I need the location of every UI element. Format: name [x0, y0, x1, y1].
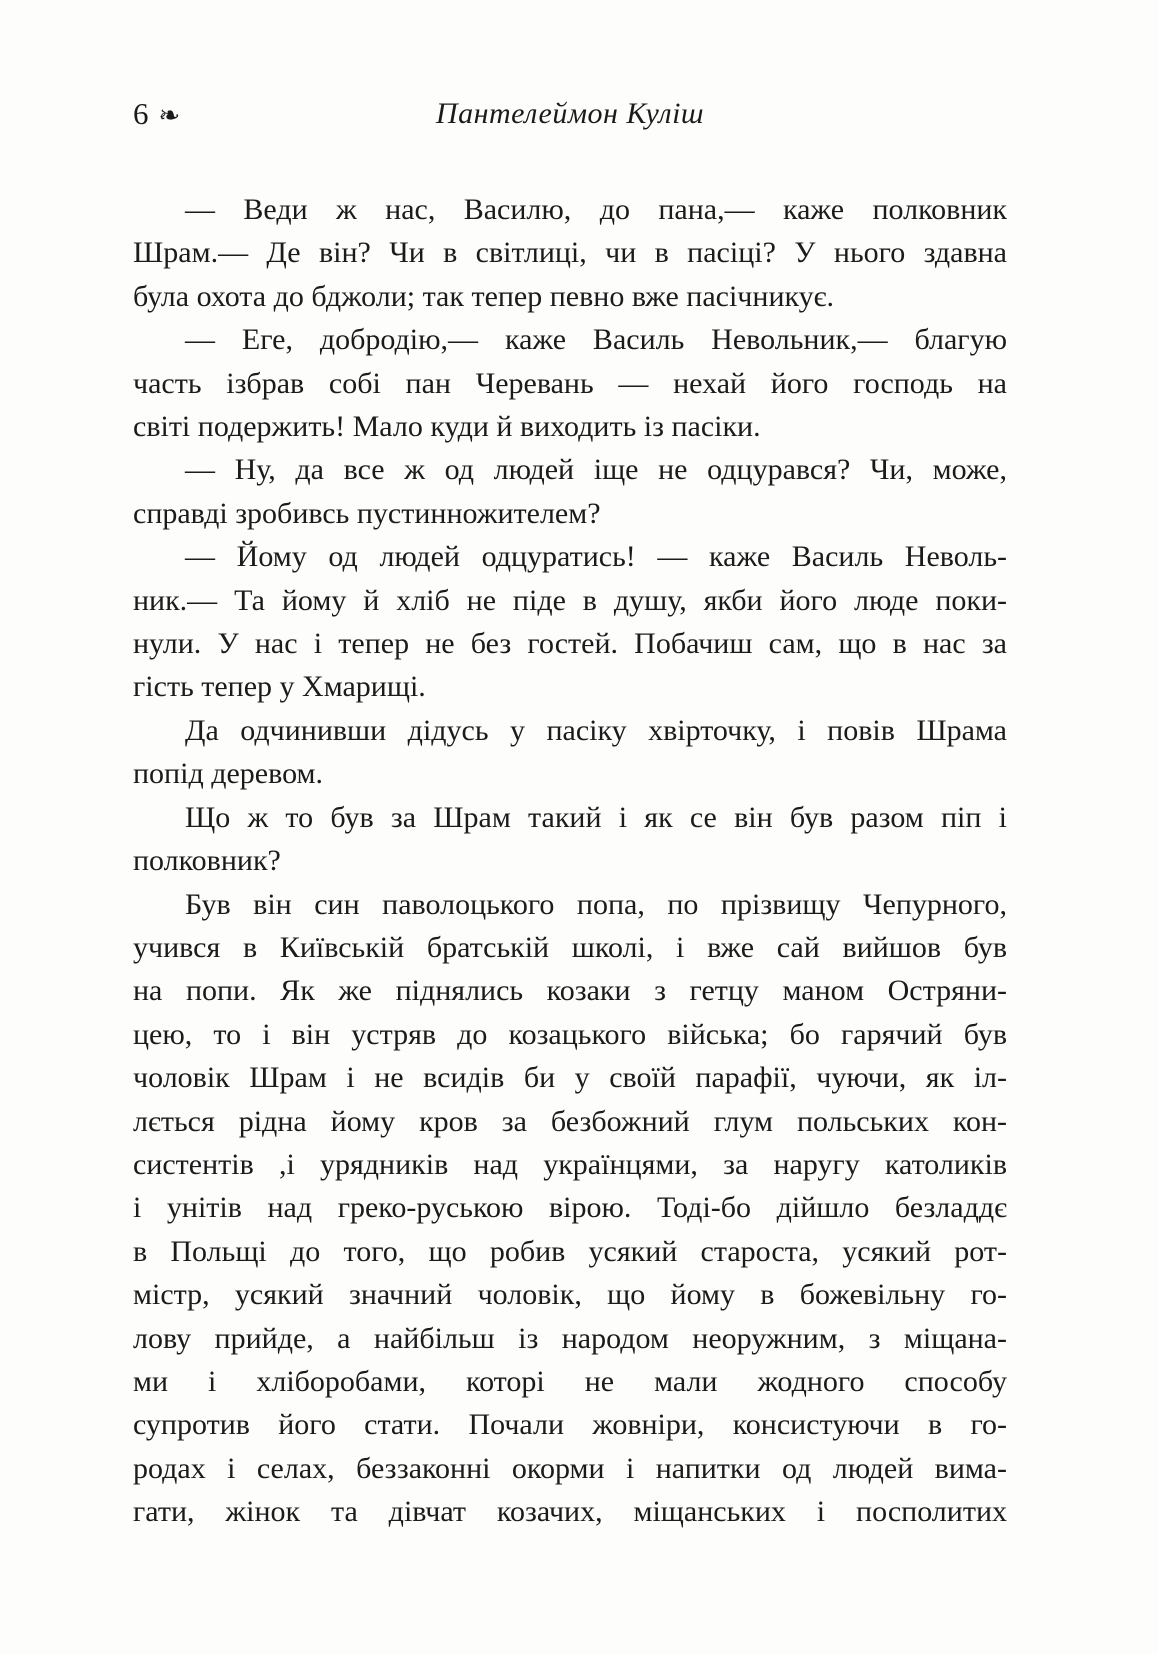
text-line: полковник? [133, 844, 281, 878]
text-line: гати, жінок та дівчат козачих, міщанських і посполитих [133, 1495, 1007, 1529]
paragraph-5 [133, 709, 1007, 796]
text-line: ми і хліборобами, которі не мали жодного способу [133, 1364, 1007, 1398]
text-line: на попи. Як же піднялись козаки з гетцу маном Остряни- [133, 974, 1007, 1008]
paragraph-4 [133, 535, 1007, 709]
text-line: нули. У нас і тепер не без гостей. Побачиш сам, що в нас за [133, 627, 1007, 661]
paragraph-7 [133, 883, 1007, 1534]
text-line: родах і селах, беззаконні окорми і напитки од людей вима- [133, 1451, 1007, 1485]
text-line: лову прийде, а найбільш із народом неоружним, з міщана- [133, 1321, 1007, 1355]
text-line: супротив його стати. Почали жовніри, консистуючи в го- [133, 1408, 1007, 1442]
text-line: Був він син паволоцького попа, по прізвищу Чепурного, [185, 887, 1007, 921]
text-line: учився в Київській братській школі, і вже сай вийшов був [133, 930, 1007, 964]
text-line: світі подержить! Мало куди й виходить із пасіки. [133, 410, 761, 444]
text-line: Да одчинивши дідусь у пасіку хвірточку, і повів Шрама [185, 713, 1007, 747]
page-number: 6 [133, 96, 149, 131]
text-line: в Польщі до того, що робив усякий староста, усякий рот- [133, 1234, 1007, 1268]
text-line: систентів ,і урядників над українцями, за наругу католиків [133, 1147, 1007, 1181]
text-line: — Ну, да все ж од людей іще не одцурався? Чи, може, [185, 453, 1007, 487]
running-head-author: Пантелеймон Куліш [435, 97, 705, 130]
text-line: часть ізбрав собі пан Черевань — нехай його господь на [133, 366, 1007, 400]
text-line: — Еге, добродію,— каже Василь Невольник,— благую [185, 323, 1007, 357]
text-line: цею, то і він устряв до козацького війська; бо гарячий був [133, 1017, 1007, 1051]
text-line: і унітів над греко-руською вірою. Тоді-бо дійшло безладдє [133, 1191, 1007, 1225]
text-line: попід деревом. [133, 757, 323, 791]
text-line: чоловік Шрам і не всидів би у своїй парафії, чуючи, як іл- [133, 1061, 1007, 1095]
text-line: Що ж то був за Шрам такий і як се він був разом піп і [185, 800, 1007, 834]
text-line: містр, усякий значний чоловік, що йому в божевільну го- [133, 1278, 1007, 1312]
text-line: ник.— Та йому й хліб не піде в душу, якби його люде поки- [133, 583, 1007, 617]
paragraph-6 [133, 796, 1007, 883]
text-line: Шрам.— Де він? Чи в світлиці, чи в пасіці? У нього здавна [133, 236, 1007, 270]
paragraph-2 [133, 318, 1007, 448]
text-line: — Йому од людей одцуратись! — каже Василь Неволь- [185, 540, 1007, 574]
text-line: справді зробивсь пустинножителем? [133, 496, 601, 530]
body-text [133, 188, 1007, 1534]
text-line: гість тепер у Хмарищі. [133, 670, 426, 704]
paragraph-3 [133, 448, 1007, 535]
running-head [0, 92, 1158, 136]
fleuron-ornament-icon: ❧ [158, 101, 181, 131]
paragraph-1 [133, 188, 1007, 318]
text-line: лється рідна йому кров за безбожний глум польських кон- [133, 1104, 1007, 1138]
text-line: була охота до бджоли; так тепер певно вже пасічникує. [133, 279, 835, 313]
text-line: — Веди ж нас, Василю, до пана,— каже полковник [185, 193, 1007, 226]
